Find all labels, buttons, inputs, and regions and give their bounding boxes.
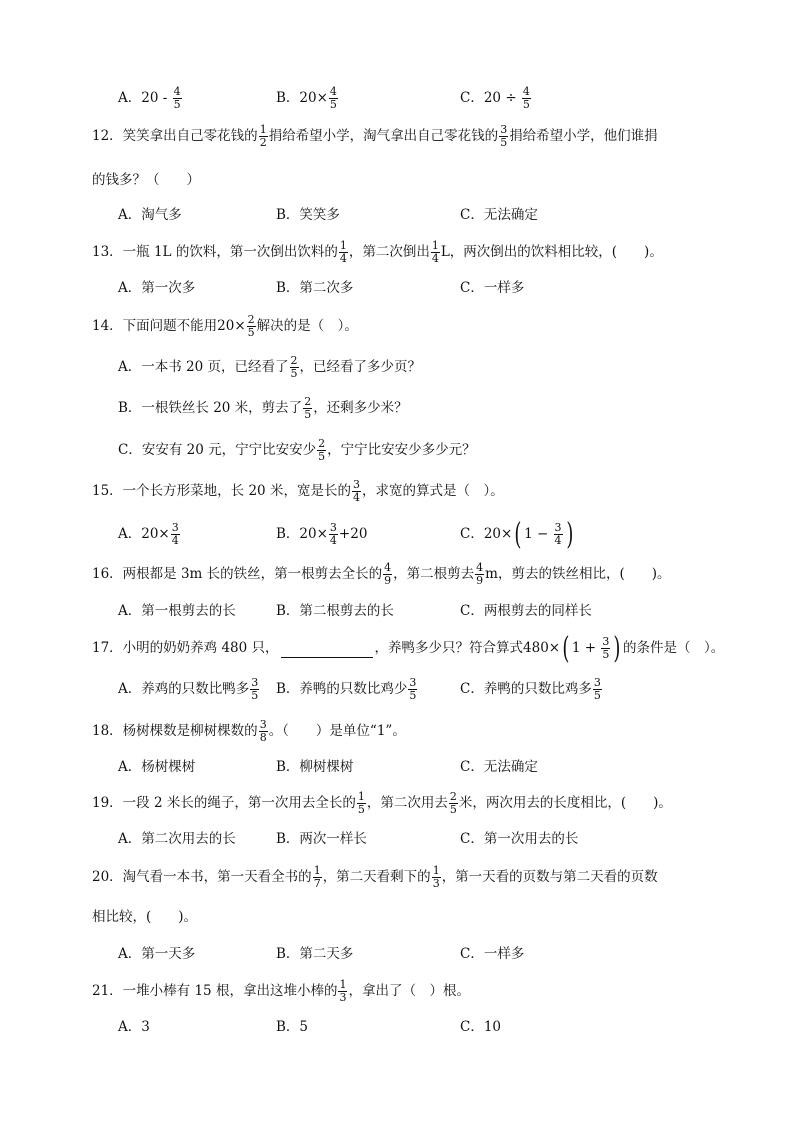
question-text [92,971,470,1011]
q21-option-b[interactable]: B．5 [276,1019,309,1035]
numerator: 1 [339,978,347,991]
q17-option-b[interactable] [276,669,418,709]
question-text: 相比较，( )。 [92,909,198,925]
q11-option-b[interactable] [276,78,339,118]
option-text [118,430,476,470]
numerator: 4 [522,85,530,98]
q21-option-a[interactable]: A．3 [118,1019,150,1035]
q20-option-c[interactable]: C．一样多 [460,946,525,962]
denominator: 5 [593,689,601,702]
numerator: 2 [318,437,326,450]
numerator: 2 [449,790,457,803]
option-text-part: ，宁宁比安安少多少元？ [327,442,476,458]
denominator: 4 [554,534,562,547]
right-paren-icon: ) [613,630,621,666]
q18-option-a[interactable]: A．杨树棵树 [118,759,196,775]
expr-text: 20 ÷ [483,90,521,106]
option-label: A． [118,526,142,542]
fraction [329,522,338,547]
q20-options [0,934,794,974]
expr-text: 20× [299,526,328,542]
denominator: 5 [500,136,508,149]
stem-text: 21．一堆小棒有 15 根，拿出这堆小棒的 [92,983,338,999]
stem-text: 16．两根都是 3m 长的铁丝，第一根剪去全长的 [92,566,383,582]
fraction [259,719,268,744]
q16-stem [0,554,794,594]
denominator: 5 [449,803,457,816]
numerator: 1 [431,239,439,252]
q13-option-a[interactable]: A．第一次多 [118,280,196,296]
expr-text: 20× [141,526,170,542]
q12-option-c[interactable]: C．无法确定 [460,207,538,223]
question-text [92,783,672,823]
denominator: 5 [251,689,259,702]
q21-stem [0,971,794,1011]
stem-text: 13．一瓶 1L 的饮料，第一次倒出饮料的 [92,244,338,260]
q14-option-c[interactable] [0,430,794,470]
q12-option-b[interactable]: B．笑笑多 [276,207,340,223]
fraction [499,124,508,149]
fraction [259,124,268,149]
numerator: 1 [432,864,440,877]
stem-text: 14．下面问题不能用20× [92,318,246,334]
q15-option-a[interactable] [118,514,181,554]
stem-text: ，第一天看的页数与第二天看的页数 [441,869,658,885]
q11-options [0,78,794,118]
stem-text: ，第二天看剩下的 [322,869,431,885]
stem-text: L，两次倒出的饮料相比较，( )。 [440,244,663,260]
numerator: 2 [304,395,312,408]
left-paren-icon: ( [562,630,570,666]
fraction [329,86,338,111]
left-paren-icon: ( [514,516,522,552]
fraction [431,240,440,265]
stem-text: 19．一段 2 米长的绳子，第一次用去全长的 [92,795,356,811]
q16-option-c[interactable]: C．两根剪去的同样长 [460,603,592,619]
denominator: 3 [339,991,347,1004]
stem-text: ，第二次用去 [366,795,448,811]
question-text [92,116,658,156]
stem-text: 捐给希望小学，淘气拿出自己零花钱的 [268,128,499,144]
option-label: C． [460,526,484,542]
denominator: 4 [171,534,179,547]
stem-text: ，养鸭多少只？符合算式480× [374,640,561,656]
stem-text: 20．淘气看一本书，第一天看全书的 [92,869,312,885]
stem-text: 15．一个长方形菜地，长 20 米，宽是长的 [92,483,351,499]
fraction [593,677,602,702]
denominator: 2 [259,136,267,149]
fraction [357,791,366,816]
q16-option-b[interactable]: B．第二根剪去的长 [276,603,394,619]
denominator: 5 [318,450,326,463]
denominator: 5 [304,408,312,421]
numerator: 3 [352,478,360,491]
fraction [554,522,563,547]
stem-text: 。（ ）是单位“1”。 [268,723,406,739]
numerator: 1 [259,123,267,136]
denominator: 5 [173,98,181,111]
fraction [338,979,347,1004]
question-text [92,306,358,346]
stem-text: 米，两次用去的长度相比，( )。 [458,795,672,811]
right-paren-icon: ) [565,516,573,552]
numerator: 3 [259,718,267,731]
q12-option-a[interactable]: A．淘气多 [118,207,182,223]
denominator: 8 [259,731,267,744]
denominator: 3 [432,877,440,890]
numerator: 3 [409,676,417,689]
q16-options [0,591,794,631]
q11-option-c[interactable] [460,78,532,118]
stem-text: 解决的是（ ）。 [256,318,358,334]
question-text [92,471,504,511]
numerator: 3 [329,521,337,534]
q12-stem-line2 [0,160,794,200]
stem-text: ，第二次倒出 [348,244,430,260]
q18-stem [0,711,794,751]
q18-option-c[interactable]: C．无法确定 [460,759,538,775]
stem-text: 捐给希望小学，他们谁捐 [509,128,658,144]
option-text-part: ，已经看了多少页？ [299,359,422,375]
expr-text: 20× [483,526,513,542]
numerator: 1 [339,239,347,252]
numerator: 3 [251,676,259,689]
numerator: 3 [602,635,610,648]
denominator: 9 [476,574,484,587]
q19-options [0,819,794,859]
denominator: 4 [431,252,439,265]
numerator: 3 [171,521,179,534]
q18-option-b[interactable]: B．柳树棵树 [276,759,354,775]
numerator: 2 [290,354,298,367]
fraction [303,396,312,421]
q14-option-a[interactable] [0,347,794,387]
option-label: A． [118,90,142,106]
denominator: 7 [313,877,321,890]
fraction [290,355,299,380]
question-text [92,232,663,272]
fraction [408,677,417,702]
stem-text: 17．小明的奶奶养鸡 480 只， [92,640,279,656]
expr-text: 1 − [524,526,553,542]
fraction [317,438,326,463]
expr-text: 20× [299,90,328,106]
denominator: 5 [522,98,530,111]
fraction [171,522,180,547]
denominator: 5 [602,648,610,661]
numerator: 1 [357,790,365,803]
numerator: 2 [247,313,255,326]
stem-text: 18．杨树棵数是柳树棵数的 [92,723,258,739]
numerator: 4 [329,85,337,98]
option-text-part: A．一本书 20 页，已经看了 [118,359,289,375]
question-text: 的钱多？（ ） [92,172,200,188]
expr-text: +20 [338,526,368,542]
q13-options [0,268,794,308]
q17-options [0,669,794,709]
option-text-part: B．养鸭的只数比鸡少 [276,681,408,697]
option-text-part: A．养鸡的只数比鸭多 [118,681,250,697]
option-label: C． [460,90,484,106]
q19-option-b[interactable]: B．两次一样长 [276,831,367,847]
option-text [118,347,421,387]
question-text [92,554,671,594]
q20-stem [0,857,794,897]
stem-text: m，剪去的铁丝相比，( )。 [485,566,671,582]
q12-stem [0,116,794,156]
q20-stem-line2 [0,897,794,937]
fraction [475,562,484,587]
q15-option-c[interactable] [460,514,575,554]
question-text [92,857,658,897]
q15-option-b[interactable] [276,514,367,554]
denominator: 5 [357,803,365,816]
q14-option-b[interactable] [0,388,794,428]
q13-stem [0,232,794,272]
expr-text: 20 - [141,90,172,106]
option-text [118,388,408,428]
denominator: 4 [329,534,337,547]
numerator: 4 [476,561,484,574]
q20-option-b[interactable]: B．第二天多 [276,946,354,962]
q17-option-a[interactable] [118,669,260,709]
option-text-part: C．安安有 20 元，宁宁比安安少 [118,442,317,458]
denominator: 5 [329,98,337,111]
q21-option-c[interactable]: C．10 [460,1019,502,1035]
denominator: 4 [352,491,360,504]
denominator: 5 [290,367,298,380]
expr-text: 1 + [571,640,601,656]
fraction [173,86,182,111]
option-text-part: B．一根铁丝长 20 米，剪去了 [118,400,303,416]
q13-option-b[interactable]: B．第二次多 [276,280,354,296]
q11-option-a[interactable] [118,78,183,118]
fraction [432,865,441,890]
fraction [601,636,610,661]
q12-options [0,195,794,235]
stem-text: ，求宽的算式是（ ）。 [361,483,504,499]
q15-options [0,514,794,554]
option-text-part: ，还剩多少米？ [313,400,408,416]
q19-option-c[interactable]: C．第一次用去的长 [460,831,579,847]
numerator: 3 [593,676,601,689]
q17-stem [0,628,794,668]
numerator: 4 [384,561,392,574]
numerator: 3 [554,521,562,534]
numerator: 1 [313,864,321,877]
denominator: 5 [409,689,417,702]
fraction [313,865,322,890]
numerator: 3 [500,123,508,136]
option-text-part: C．养鸭的只数比鸡多 [460,681,592,697]
fraction [247,314,256,339]
denominator: 4 [339,252,347,265]
option-label: B． [276,526,300,542]
stem-text: 12．笑笑拿出自己零花钱的 [92,128,258,144]
stem-text: ，拿出了（ ）根。 [348,983,470,999]
q20-option-a[interactable]: A．第一天多 [118,946,196,962]
stem-text: 的条件是（ ）。 [623,640,725,656]
denominator: 5 [247,326,255,339]
fraction [383,562,392,587]
q14-stem [0,306,794,346]
q13-option-c[interactable]: C．一样多 [460,280,525,296]
question-text [92,711,406,751]
numerator: 4 [173,85,181,98]
fraction [522,86,531,111]
q19-stem [0,783,794,823]
q21-options [0,1007,794,1047]
stem-text: ，第二根剪去 [393,566,475,582]
answer-blank[interactable] [281,639,373,658]
option-label: B． [276,90,300,106]
fraction [449,791,458,816]
q19-option-a[interactable]: A．第二次用去的长 [118,831,236,847]
fraction [339,240,348,265]
fraction [250,677,259,702]
q15-stem [0,471,794,511]
denominator: 9 [384,574,392,587]
fraction [352,479,361,504]
q16-option-a[interactable]: A．第一根剪去的长 [118,603,236,619]
q18-options [0,747,794,787]
question-text [92,628,724,668]
q17-option-c[interactable] [460,669,603,709]
